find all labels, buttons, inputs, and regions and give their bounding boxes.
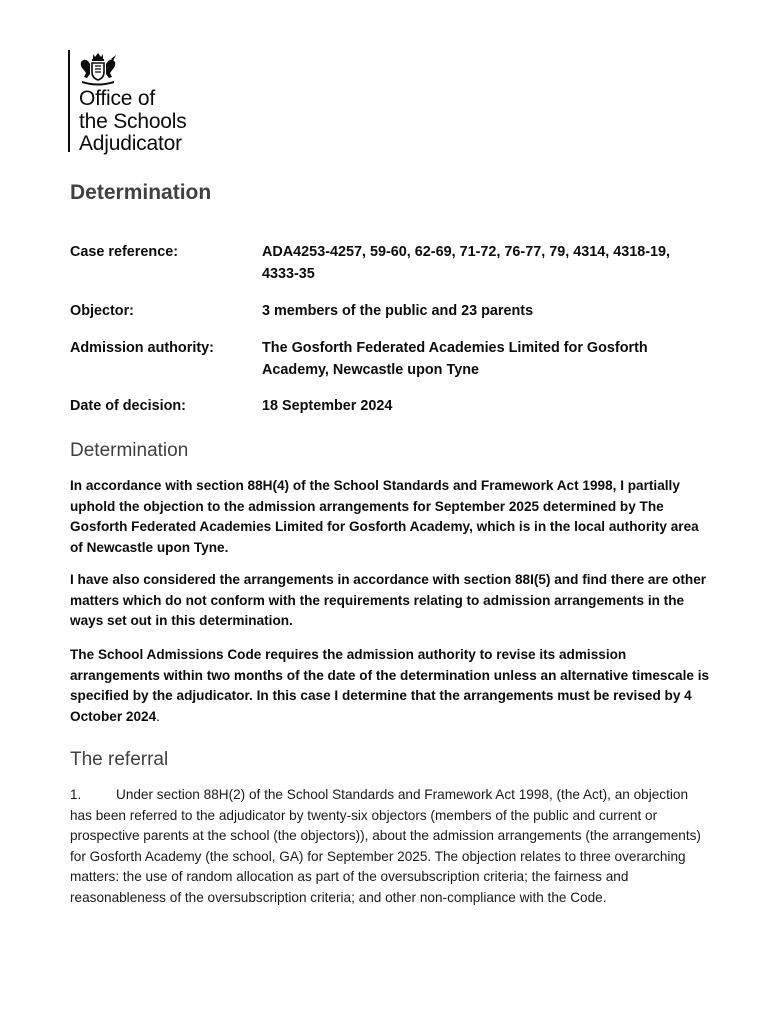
logo-line-1: Office of <box>79 87 156 110</box>
determination-paragraph-3-text: The School Admissions Code requires the admission authority to revise its admission arrangements within two months of the date of the determination unless an alternative timescale is specified by the adjudicator. In this case I determine that the arrangements must be revised by 4 October 2024 <box>70 647 710 724</box>
objector-value: 3 members of the public and 23 parents <box>262 303 534 319</box>
paragraph-number: 1. <box>70 787 82 802</box>
date-of-decision-label: Date of decision: <box>70 398 186 414</box>
logo-rule <box>68 50 70 152</box>
determination-paragraph-2: I have also considered the arrangements in accordance with section 88I(5) and find there are other matters which do not conform with the requirements relating to admission arrangements in the ways set out in this determination. <box>70 572 707 628</box>
logo-line-3: Adjudicator <box>79 132 182 155</box>
page-title: Determination <box>70 181 212 204</box>
determination-heading: Determination <box>70 440 189 461</box>
determination-paragraph-3-period: . <box>156 708 160 724</box>
logo-text <box>79 88 187 156</box>
referral-paragraph-text: Under section 88H(2) of the School Standards and Framework Act 1998, (the Act), an objection has been referred to the adjudicator by twenty-six objectors (members of the public and current or prospective parents at the school (the objectors)), about the admission arrangements (the arrangements) for Gosforth Academy (the school, GA) for September 2025. The objection relates to three overarching matters: the use of random allocation as part of the oversubscription criteria; the fairness and reasonableness of the oversubscription criteria; and other non-compliance with the Code. <box>70 787 701 905</box>
case-reference-label: Case reference: <box>70 244 178 260</box>
logo-line-2: the Schools <box>79 109 187 133</box>
case-reference-value: ADA4253-4257, 59-60, 62-69, 71-72, 76-77, 79, 4314, 4318-19, 4333-35 <box>262 244 671 282</box>
admission-authority-value: The Gosforth Federated Academies Limited for Gosforth Academy, Newcastle upon Tyne <box>262 340 648 378</box>
referral-heading: The referral <box>70 749 169 770</box>
admission-authority-label: Admission authority: <box>70 340 214 356</box>
referral-paragraph-1 <box>70 785 710 908</box>
determination-paragraph-1: In accordance with section 88H(4) of the School Standards and Framework Act 1998, I partially uphold the objection to the admission arrangements for September 2025 determined by The Gosforth Federated Academies Limited for Gosforth Academy, which is in the local authority area of Newcastle upon Tyne. <box>70 478 699 555</box>
determination-paragraph-3 <box>70 645 710 727</box>
royal-coat-of-arms-icon <box>78 52 118 86</box>
date-of-decision-value: 18 September 2024 <box>262 398 393 414</box>
objector-label: Objector: <box>70 303 134 319</box>
